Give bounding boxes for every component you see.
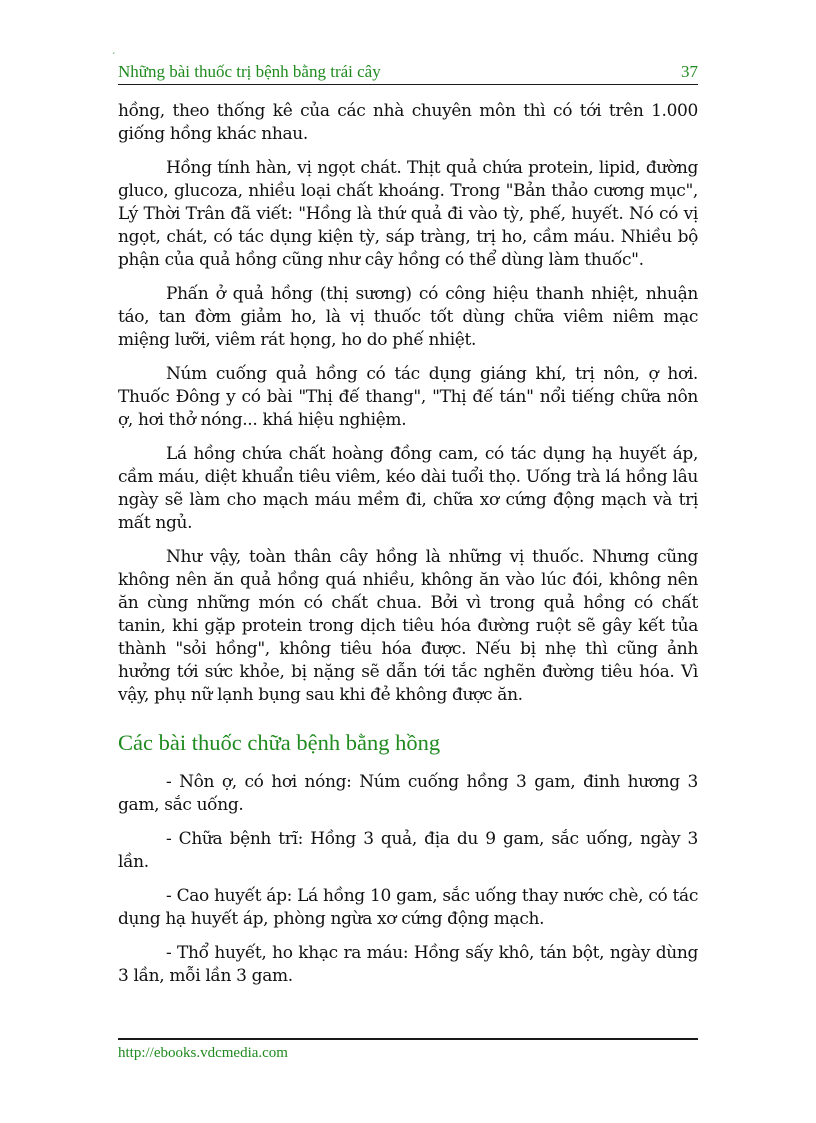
book-title: Những bài thuốc trị bệnh bằng trái cây — [118, 62, 381, 81]
paragraph-properties: Hồng tính hàn, vị ngọt chát. Thịt quả chứa protein, lipid, đường gluco, glucoza, nhiều loại chất khoáng. Trong "Bản thảo cương mục", Lý Thời Trân đã viết: "Hồng là thứ quả đi vào tỳ, phế, huyết. Nó có vị ngọt, chát, có tác dụng kiện tỳ, sáp tràng, trị ho, cầm máu. Nhiều bộ phận của quả hồng cũng như cây hồng có thể dùng làm thuốc". — [118, 158, 698, 270]
paragraph-continuation: hồng, theo thống kê của các nhà chuyên môn thì có tới trên 1.000 giống hồng khác nhau. — [118, 101, 698, 144]
paragraph-stem: Núm cuống quả hồng có tác dụng giáng khí, trị nôn, ợ hơi. Thuốc Đông y có bài "Thị đế thang", "Thị đế tán" nổi tiếng chữa nôn ợ, hơi thở nóng... khá hiệu nghiệm. — [118, 364, 698, 430]
running-header — [118, 58, 698, 85]
page-number: 37 — [681, 62, 698, 81]
footer-url-link[interactable]: http://ebooks.vdcmedia.com — [118, 1045, 288, 1061]
paragraph-leaves: Lá hồng chứa chất hoàng đồng cam, có tác dụng hạ huyết áp, cầm máu, diệt khuẩn tiêu viêm, kéo dài tuổi thọ. Uống trà lá hồng lâu ngày sẽ làm cho mạch máu mềm đi, chữa xơ cứng động mạch và trị mất ngủ. — [118, 444, 698, 533]
page-body — [118, 100, 698, 999]
remedy-item: - Chữa bệnh trĩ: Hồng 3 quả, địa du 9 gam, sắc uống, ngày 3 lần. — [118, 829, 698, 872]
paragraph-powder: Phấn ở quả hồng (thị sương) có công hiệu thanh nhiệt, nhuận táo, tan đờm giảm ho, là vị thuốc tốt dùng chữa viêm niêm mạc miệng lưỡi, viêm rát họng, ho do phế nhiệt. — [118, 284, 698, 350]
corner-mark: ´ — [112, 52, 116, 63]
remedy-item: - Nôn ợ, có hơi nóng: Núm cuống hồng 3 gam, đinh hương 3 gam, sắc uống. — [118, 772, 698, 815]
section-heading: Các bài thuốc chữa bệnh bằng hồng — [118, 730, 441, 755]
footer-divider — [118, 1038, 698, 1040]
paragraph-caution: Như vậy, toàn thân cây hồng là những vị thuốc. Nhưng cũng không nên ăn quả hồng quá nhiều, không ăn vào lúc đói, không nên ăn cùng những món có chất chua. Bởi vì trong quả hồng có chất tanin, khi gặp protein trong dịch tiêu hóa đường ruột sẽ gây kết tủa thành "sỏi hồng", không tiêu hóa được. Nếu bị nhẹ thì cũng ảnh hưởng tới sức khỏe, bị nặng sẽ dẫn tới tắc nghẽn đường tiêu hóa. Vì vậy, phụ nữ lạnh bụng sau khi đẻ không được ăn. — [118, 547, 698, 705]
remedy-item: - Cao huyết áp: Lá hồng 10 gam, sắc uống thay nước chè, có tác dụng hạ huyết áp, phòng ngừa xơ cứng động mạch. — [118, 886, 698, 929]
remedy-item: - Thổ huyết, ho khạc ra máu: Hồng sấy khô, tán bột, ngày dùng 3 lần, mỗi lần 3 gam. — [118, 943, 698, 986]
